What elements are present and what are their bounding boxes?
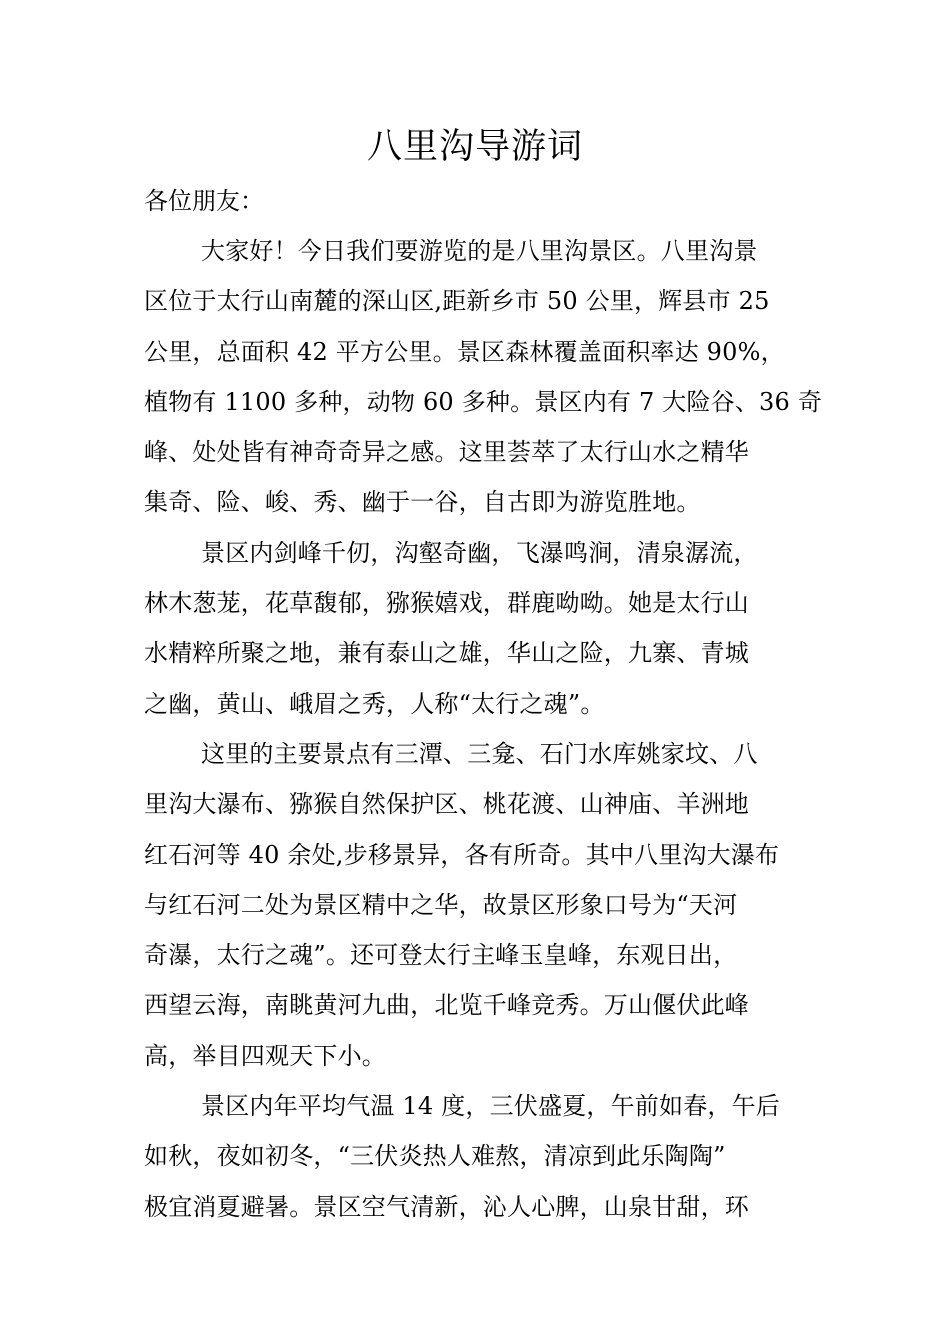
paragraph-1 bbox=[144, 226, 823, 528]
paragraph-2 bbox=[144, 528, 810, 729]
text-line: 景区内剑峰千仞，沟壑奇幽，飞瀑鸣涧，清泉潺流， bbox=[201, 538, 758, 567]
paragraph-3 bbox=[144, 729, 810, 1081]
text-line: 西望云海，南眺黄河九曲，北览千峰竞秀。万山偃伏此峰 bbox=[144, 991, 749, 1020]
text-line: 林木葱茏，花草馥郁，猕猴嬉戏，群鹿呦呦。她是太行山 bbox=[144, 589, 749, 618]
document-title: 八里沟导游词 bbox=[366, 127, 583, 167]
salutation: 各位朋友： bbox=[144, 187, 264, 215]
text-line: 景区内年平均气温 14 度，三伏盛夏，午前如春，午后 bbox=[201, 1092, 780, 1121]
text-line: 这里的主要景点有三潭、三龛、石门水库姚家坟、八 bbox=[201, 739, 758, 768]
text-line: 公里，总面积 42 平方公里。景区森林覆盖面积率达 90%， bbox=[144, 337, 785, 366]
text-line: 之幽，黄山、峨眉之秀，人称“太行之魂”。 bbox=[144, 689, 605, 718]
text-line: 植物有 1100 多种，动物 60 多种。景区内有 7 大险谷、36 奇 bbox=[144, 387, 823, 416]
text-line: 水精粹所聚之地，兼有泰山之雄，华山之险，九寨、青城 bbox=[144, 639, 749, 668]
text-line: 大家好！今日我们要游览的是八里沟景区。八里沟景 bbox=[201, 237, 758, 265]
text-line: 红石河等 40 余处,步移景异，各有所奇。其中八里沟大瀑布 bbox=[144, 840, 780, 869]
text-line: 峰、处处皆有神奇奇异之感。这里荟萃了太行山水之精华 bbox=[144, 438, 749, 467]
document-body bbox=[144, 176, 823, 1232]
text-line: 集奇、险、峻、秀、幽于一谷，自古即为游览胜地。 bbox=[144, 488, 701, 517]
text-line: 如秋，夜如初冬，“三伏炎热人难熬，清凉到此乐陶陶” bbox=[144, 1142, 726, 1171]
text-line: 区位于太行山南麓的深山区,距新乡市 50 公里，辉县市 25 bbox=[144, 287, 770, 316]
text-line: 高，举目四观天下小。 bbox=[144, 1041, 386, 1070]
text-line: 里沟大瀑布、猕猴自然保护区、桃花渡、山神庙、羊洲地 bbox=[144, 790, 749, 819]
text-line: 与红石河二处为景区精中之华，故景区形象口号为“天河 bbox=[144, 890, 738, 919]
text-line: 极宜消夏避暑。景区空气清新，沁人心脾，山泉甘甜，环 bbox=[144, 1192, 749, 1221]
text-line: 奇瀑，太行之魂”。还可登太行主峰玉皇峰，东观日出， bbox=[144, 941, 738, 970]
paragraph-4 bbox=[144, 1081, 810, 1232]
